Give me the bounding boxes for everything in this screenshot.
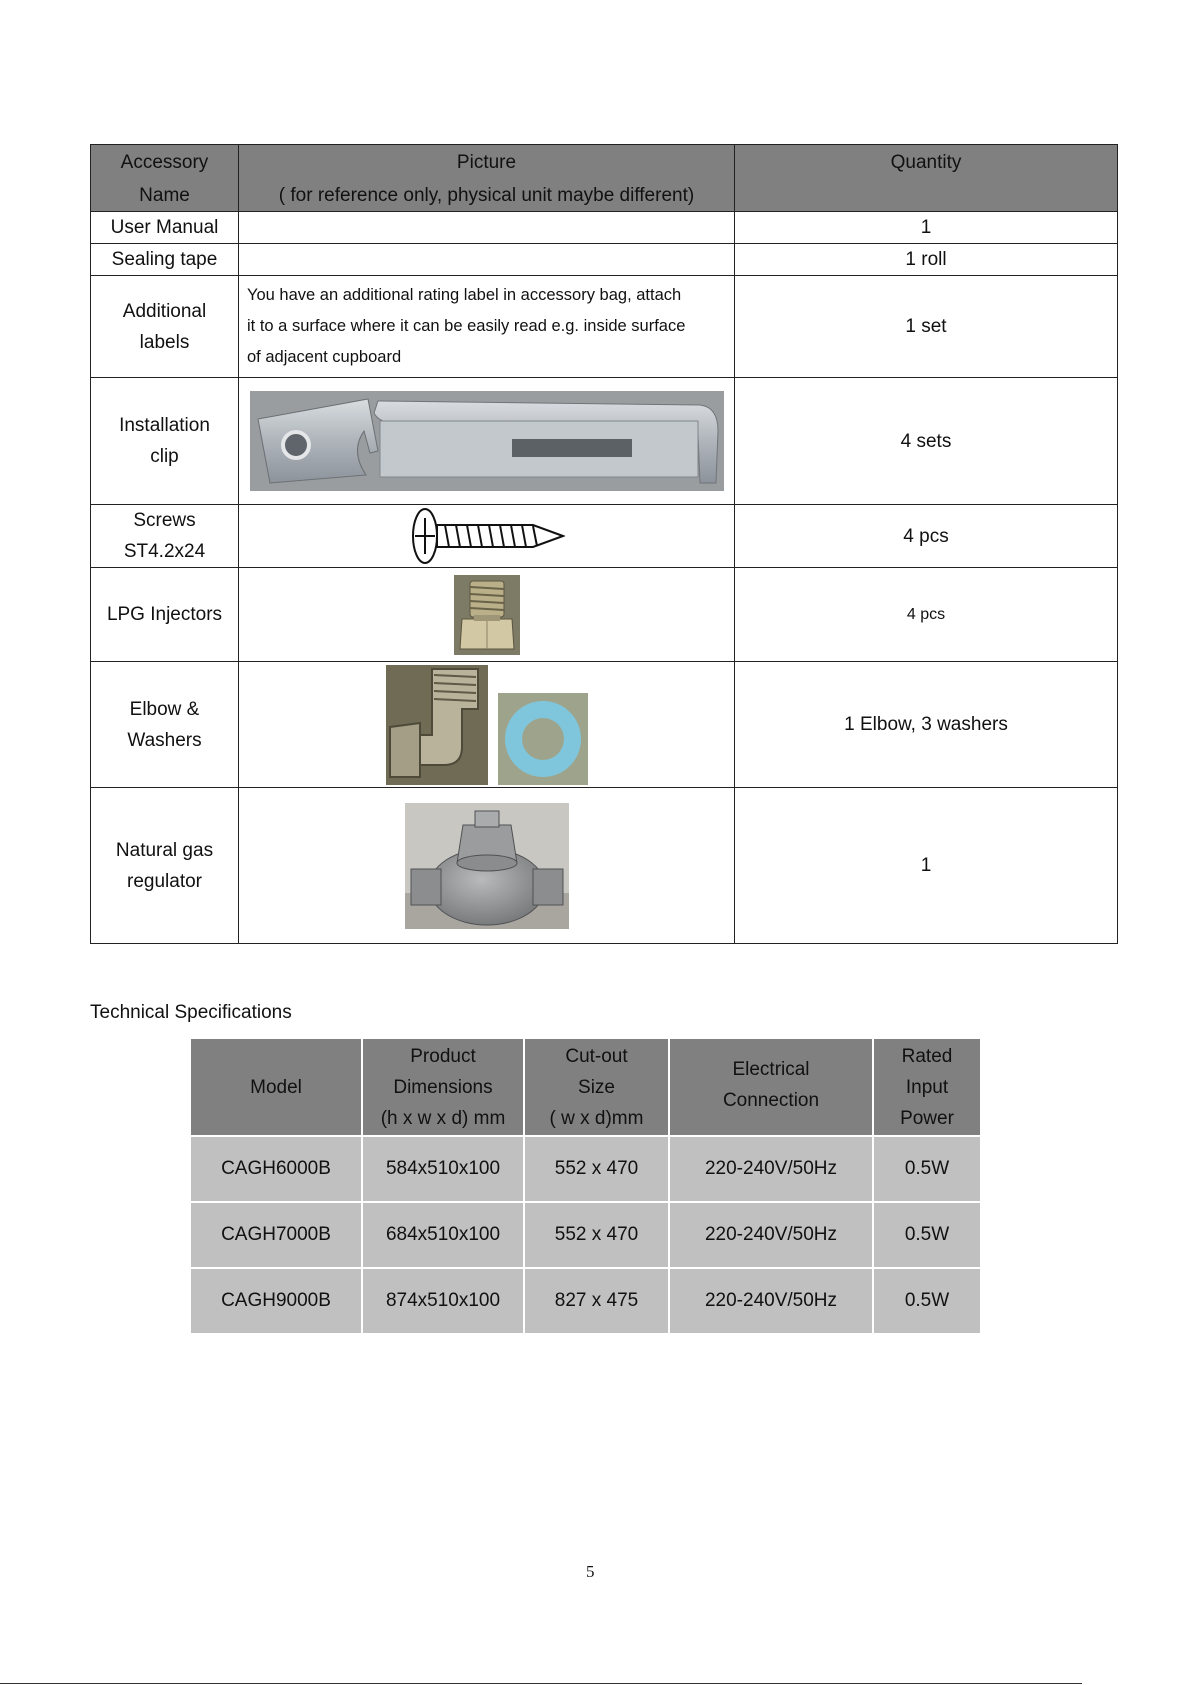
accessory-quantity: 1 Elbow, 3 washers (735, 662, 1118, 788)
accessory-header-row (91, 145, 1118, 212)
spec-cutout: 552 x 470 (525, 1135, 668, 1201)
accessory-name: LPG Injectors (91, 568, 239, 662)
spec-header-line: Power (900, 1107, 954, 1129)
spec-power: 0.5W (874, 1135, 980, 1201)
header-quantity (735, 145, 1118, 212)
accessory-quantity: 1 (735, 788, 1118, 944)
accessory-picture-empty (239, 244, 735, 276)
accessory-quantity: 4 pcs (735, 505, 1118, 568)
accessory-picture (239, 378, 735, 505)
accessory-name (91, 505, 239, 568)
table-row (91, 276, 1118, 378)
footer-divider (0, 1683, 1082, 1684)
header-quantity-label: Quantity (890, 152, 962, 173)
installation-clip-photo (250, 391, 724, 491)
spec-header-dimensions (363, 1039, 523, 1135)
tech-spec-table (189, 1039, 982, 1333)
header-name-line1: Accessory (120, 152, 209, 173)
spec-header-row (191, 1039, 980, 1135)
accessory-name-line1: Natural gas (115, 839, 214, 861)
table-row (91, 212, 1118, 244)
accessory-name: User Manual (91, 212, 239, 244)
spec-header-line: (h x w x d) mm (380, 1107, 506, 1129)
header-picture (239, 145, 735, 212)
spec-model: CAGH9000B (191, 1267, 361, 1333)
table-row (191, 1135, 980, 1201)
gas-regulator-photo (405, 803, 569, 929)
spec-dimensions: 584x510x100 (363, 1135, 523, 1201)
spec-header-line: Input (905, 1076, 949, 1098)
accessory-picture (239, 505, 735, 568)
spec-header-line: Dimensions (393, 1076, 493, 1098)
accessory-name-line1: Screws (133, 510, 196, 531)
header-name-line2: Name (139, 185, 190, 206)
accessory-name (91, 662, 239, 788)
spec-header-cutout (525, 1039, 668, 1135)
accessory-picture (239, 568, 735, 662)
spec-header-model (191, 1039, 361, 1135)
accessory-description (239, 276, 735, 378)
spec-model: CAGH7000B (191, 1201, 361, 1267)
spec-header-electrical (670, 1039, 872, 1135)
accessory-name-line2: clip (150, 446, 179, 467)
spec-header-line: Size (578, 1076, 615, 1098)
description-line2: it to a surface where it can be easily read e.g. inside surface (247, 317, 686, 335)
spec-power: 0.5W (874, 1267, 980, 1333)
description-line1: You have an additional rating label in accessory bag, attach (247, 286, 682, 304)
accessory-name-line2: Washers (127, 729, 202, 751)
spec-header-power (874, 1039, 980, 1135)
accessory-name (91, 378, 239, 505)
spec-model: CAGH6000B (191, 1135, 361, 1201)
spec-cutout: 827 x 475 (525, 1267, 668, 1333)
spec-header-line: Product (410, 1045, 476, 1067)
accessory-name-line2: regulator (127, 870, 202, 892)
elbow-and-washer-photo (386, 665, 588, 785)
table-row (191, 1267, 980, 1333)
spec-header-line: Electrical (732, 1059, 810, 1080)
accessory-name-line2: ST4.2x24 (123, 541, 206, 562)
header-accessory-name (91, 145, 239, 212)
accessory-picture (239, 662, 735, 788)
spec-dimensions: 874x510x100 (363, 1267, 523, 1333)
accessory-name-line1: Additional (122, 300, 207, 322)
spec-header-line: Rated (901, 1045, 953, 1067)
spec-header-line: ( w x d)mm (549, 1107, 644, 1129)
spec-header-line: Cut-out (565, 1045, 628, 1067)
table-row (91, 244, 1118, 276)
accessory-name-line2: labels (139, 331, 190, 353)
spec-power: 0.5W (874, 1201, 980, 1267)
accessory-quantity: 4 pcs (735, 568, 1118, 662)
spec-dimensions: 684x510x100 (363, 1201, 523, 1267)
accessory-picture (239, 788, 735, 944)
description-line3: of adjacent cupboard (247, 348, 402, 366)
accessory-quantity: 1 (735, 212, 1118, 244)
accessory-name-line1: Elbow & (129, 698, 200, 720)
spec-header-line: Connection (722, 1090, 820, 1111)
accessory-name (91, 788, 239, 944)
spec-header-model-label: Model (250, 1076, 302, 1098)
table-row (91, 505, 1118, 568)
spec-electrical: 220-240V/50Hz (670, 1201, 872, 1267)
spec-electrical: 220-240V/50Hz (670, 1135, 872, 1201)
accessory-name (91, 276, 239, 378)
accessory-quantity: 1 roll (735, 244, 1118, 276)
header-picture-line2: ( for reference only, physical unit maybe different) (278, 185, 695, 206)
spec-cutout: 552 x 470 (525, 1201, 668, 1267)
accessory-table (90, 144, 1118, 944)
accessory-picture-empty (239, 212, 735, 244)
accessory-name: Sealing tape (91, 244, 239, 276)
accessory-name-line1: Installation (119, 415, 210, 436)
table-row (191, 1201, 980, 1267)
lpg-injector-photo (454, 575, 520, 655)
tech-spec-heading: Technical Specifications (90, 1002, 292, 1023)
table-row (91, 568, 1118, 662)
table-row (91, 378, 1118, 505)
table-row (91, 788, 1118, 944)
accessory-quantity: 1 set (735, 276, 1118, 378)
header-picture-line1: Picture (456, 152, 517, 173)
screw-drawing (409, 506, 565, 566)
table-row (91, 662, 1118, 788)
page-number: 5 (586, 1562, 595, 1581)
spec-electrical: 220-240V/50Hz (670, 1267, 872, 1333)
accessory-quantity: 4 sets (735, 378, 1118, 505)
